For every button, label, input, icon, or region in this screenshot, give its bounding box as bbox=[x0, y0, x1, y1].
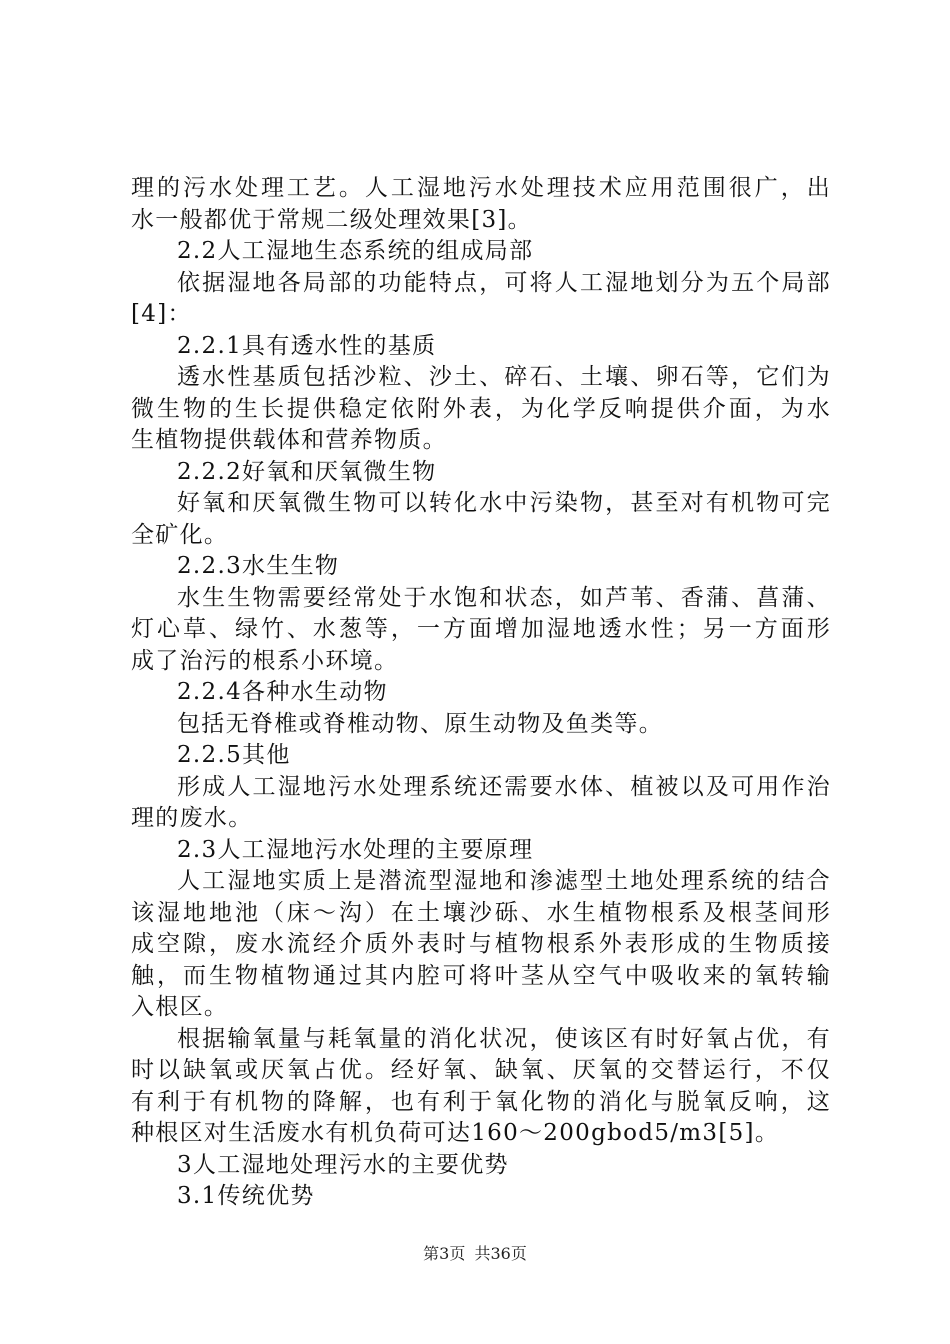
text-line: 2.2.1具有透水性的基质 bbox=[177, 332, 437, 359]
text-line: 2.2.4各种水生动物 bbox=[177, 679, 388, 705]
page-footer bbox=[0, 1241, 950, 1264]
text-line: 根据输氧量与耗氧量的消化状况，使该区有时好氧占优，有 bbox=[177, 1025, 831, 1052]
text-line: 该湿地地池（床～沟）在土壤沙砾、水生植物根系及根茎间形 bbox=[131, 899, 831, 926]
text-line: 触，而生物植物通过其内腔可将叶茎从空气中吸收来的氧转输 bbox=[131, 962, 831, 989]
text-line: 3.1传统优势 bbox=[177, 1183, 315, 1209]
text-line: 生植物提供载体和营养物质。 bbox=[131, 427, 447, 453]
text-line: 水生生物需要经常处于水饱和状态，如芦苇、香蒲、菖蒲、 bbox=[177, 584, 831, 611]
page-number: 第3页 bbox=[423, 1244, 466, 1263]
text-line: 时以缺氧或厌氧占优。经好氧、缺氧、厌氧的交替运行，不仅 bbox=[131, 1057, 831, 1083]
text-line: 好氧和厌氧微生物可以转化水中污染物，甚至对有机物可完 bbox=[177, 490, 831, 516]
text-line: 2.2.5其他 bbox=[177, 742, 291, 768]
text-line: 2.2.2好氧和厌氧微生物 bbox=[177, 458, 437, 485]
text-line: 人工湿地实质上是潜流型湿地和渗滤型土地处理系统的结合 bbox=[177, 868, 831, 894]
text-line: 全矿化。 bbox=[131, 521, 229, 548]
text-line: 水一般都优于常规二级处理效果[3]。 bbox=[131, 206, 532, 233]
text-line: 依据湿地各局部的功能特点，可将人工湿地划分为五个局部 bbox=[177, 269, 831, 296]
text-line: 种根区对生活废水有机负荷可达160～200gbod5/m3[5]。 bbox=[131, 1120, 780, 1146]
text-line: 灯心草、绿竹、水葱等，一方面增加湿地透水性；另一方面形 bbox=[131, 616, 831, 642]
text-line: 理的污水处理工艺。人工湿地污水处理技术应用范围很广，出 bbox=[131, 175, 831, 201]
text-line: 2.2.3水生生物 bbox=[177, 553, 340, 579]
text-line: 成空隙，废水流经介质外表时与植物根系外表形成的生物质接 bbox=[131, 931, 831, 957]
page-total: 共36页 bbox=[474, 1244, 527, 1263]
text-line: 2.2人工湿地生态系统的组成局部 bbox=[177, 238, 534, 264]
document-body bbox=[131, 173, 831, 1213]
text-line: 包括无脊椎或脊椎动物、原生动物及鱼类等。 bbox=[177, 710, 663, 737]
text-line: 入根区。 bbox=[131, 994, 229, 1020]
text-line: 3人工湿地处理污水的主要优势 bbox=[177, 1151, 509, 1178]
text-line: [4]： bbox=[131, 301, 192, 327]
text-line: 有利于有机物的降解，也有利于氧化物的消化与脱氧反响，这 bbox=[131, 1088, 831, 1115]
text-line: 理的废水。 bbox=[131, 805, 253, 831]
text-line: 形成人工湿地污水处理系统还需要水体、植被以及可用作治 bbox=[177, 773, 831, 800]
text-line: 微生物的生长提供稳定依附外表，为化学反响提供介面，为水 bbox=[131, 395, 831, 422]
text-line: 2.3人工湿地污水处理的主要原理 bbox=[177, 836, 534, 863]
text-line: 成了治污的根系小环境。 bbox=[131, 647, 399, 674]
text-line: 透水性基质包括沙粒、沙土、碎石、土壤、卵石等，它们为 bbox=[177, 364, 831, 390]
